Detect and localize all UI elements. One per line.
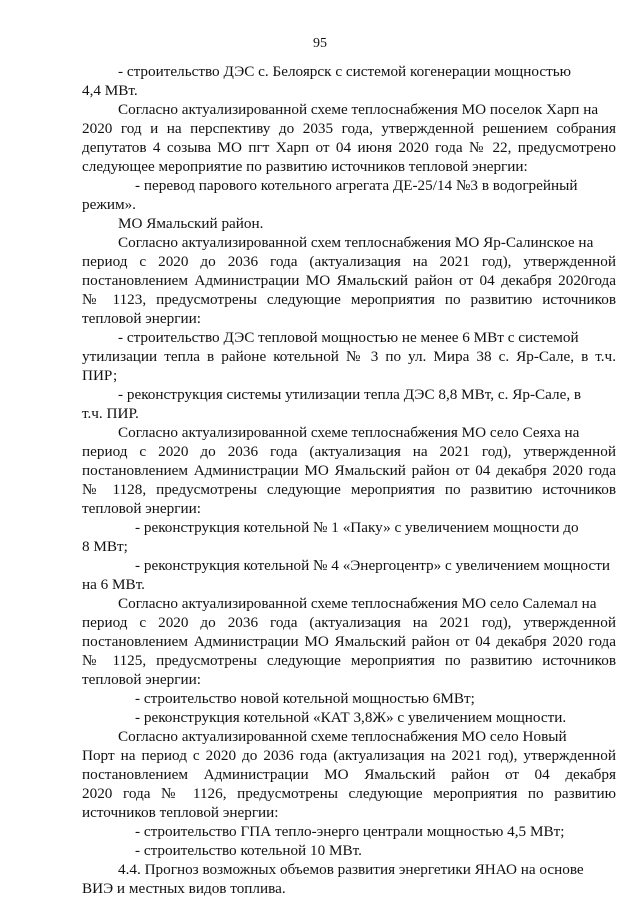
text-line: ПИР;	[82, 367, 118, 384]
text-line: - перевод парового котельного агрегата ДЕ-25/14 №3 в водогрейный	[135, 177, 578, 194]
text-line: № 1123, предусмотрены следующие мероприятия по развитию источников	[82, 291, 616, 308]
text-line: - реконструкция котельной «КАТ 3,8Ж» с увеличением мощности.	[135, 709, 567, 726]
text-line: Согласно актуализированной схеме теплоснабжения МО поселок Харп на	[118, 101, 599, 118]
text-line: т.ч. ПИР.	[82, 405, 139, 422]
text-line: источников тепловой энергии:	[82, 804, 279, 821]
text-line: следующее мероприятие по развитию источников тепловой энергии:	[82, 158, 528, 175]
text-line: на 6 МВт.	[82, 576, 145, 593]
text-line: - строительство ДЭС с. Белоярск с системой когенерации мощностью	[118, 63, 571, 80]
section-heading: 4.4. Прогноз возможных объемов развития энергетики ЯНАО на основе	[118, 861, 584, 878]
text-line: - реконструкция котельной № 1 «Паку» с увеличением мощности до	[135, 519, 579, 536]
text-line: период с 2020 до 2036 года (актуализация на 2021 год), утвержденной	[82, 253, 616, 270]
text-line: депутатов 4 созыва МО пгт Харп от 04 июня 2020 года № 22, предусмотрено	[82, 139, 616, 156]
text-line: 2020 года № 1126, предусмотрены следующие мероприятия по развитию	[82, 785, 616, 802]
text-line: 2020 год и на перспективу до 2035 года, утвержденной решением собрания	[82, 120, 616, 137]
section-heading: ВИЭ и местных видов топлива.	[82, 880, 286, 897]
text-line: тепловой энергии:	[82, 310, 201, 327]
text-line: - реконструкция системы утилизации тепла ДЭС 8,8 МВт, с. Яр-Сале, в	[118, 386, 582, 403]
text-line: - реконструкция котельной № 4 «Энергоцентр» с увеличением мощности	[135, 557, 610, 574]
text-line: постановлением Администрации МО Ямальский район от 04 декабря 2020года	[82, 272, 616, 289]
text-line: период с 2020 до 2036 года (актуализация на 2021 год), утвержденной	[82, 614, 616, 631]
text-line: постановлением Администрации МО Ямальский район от 04 декабря	[82, 766, 616, 783]
text-line: - строительство ГПА тепло-энерго централи мощностью 4,5 МВт;	[135, 823, 565, 840]
page-number: 95	[313, 36, 327, 51]
text-line: № 1128, предусмотрены следующие мероприятия по развитию источников	[82, 481, 616, 498]
text-line: Порт на период с 2020 до 2036 года (актуализация на 2021 год), утвержденной	[82, 747, 616, 764]
text-line: № 1125, предусмотрены следующие мероприятия по развитию источников	[82, 652, 616, 669]
text-line: Согласно актуализированной схеме теплоснабжения МО село Сеяха на	[118, 424, 580, 441]
text-line: - строительство ДЭС тепловой мощностью не менее 6 МВт с системой	[118, 329, 579, 346]
text-line: Согласно актуализированной схем теплоснабжения МО Яр-Салинское на	[118, 234, 594, 251]
text-line: - строительство новой котельной мощностью 6МВт;	[135, 690, 475, 707]
text-line: тепловой энергии:	[82, 671, 201, 688]
text-line: Согласно актуализированной схеме теплоснабжения МО село Новый	[118, 728, 567, 745]
text-line: - строительство котельной 10 МВт.	[135, 842, 362, 859]
text-line: Согласно актуализированной схеме теплоснабжения МО село Салемал на	[118, 595, 597, 612]
text-line: период с 2020 до 2036 года (актуализация на 2021 год), утвержденной	[82, 443, 616, 460]
text-line: постановлением Администрации МО Ямальский район от 04 декабря 2020 года	[82, 633, 616, 650]
text-line: тепловой энергии:	[82, 500, 201, 517]
text-line: утилизации тепла в районе котельной № 3 по ул. Мира 38 с. Яр-Сале, в т.ч.	[82, 348, 616, 365]
text-line: режим».	[82, 196, 136, 213]
section-heading: МО Ямальский район.	[118, 215, 264, 232]
text-line: 8 МВт;	[82, 538, 128, 555]
text-line: постановлением Администрации МО Ямальский район от 04 декабря 2020 года	[82, 462, 616, 479]
text-line: 4,4 МВт.	[82, 82, 138, 99]
